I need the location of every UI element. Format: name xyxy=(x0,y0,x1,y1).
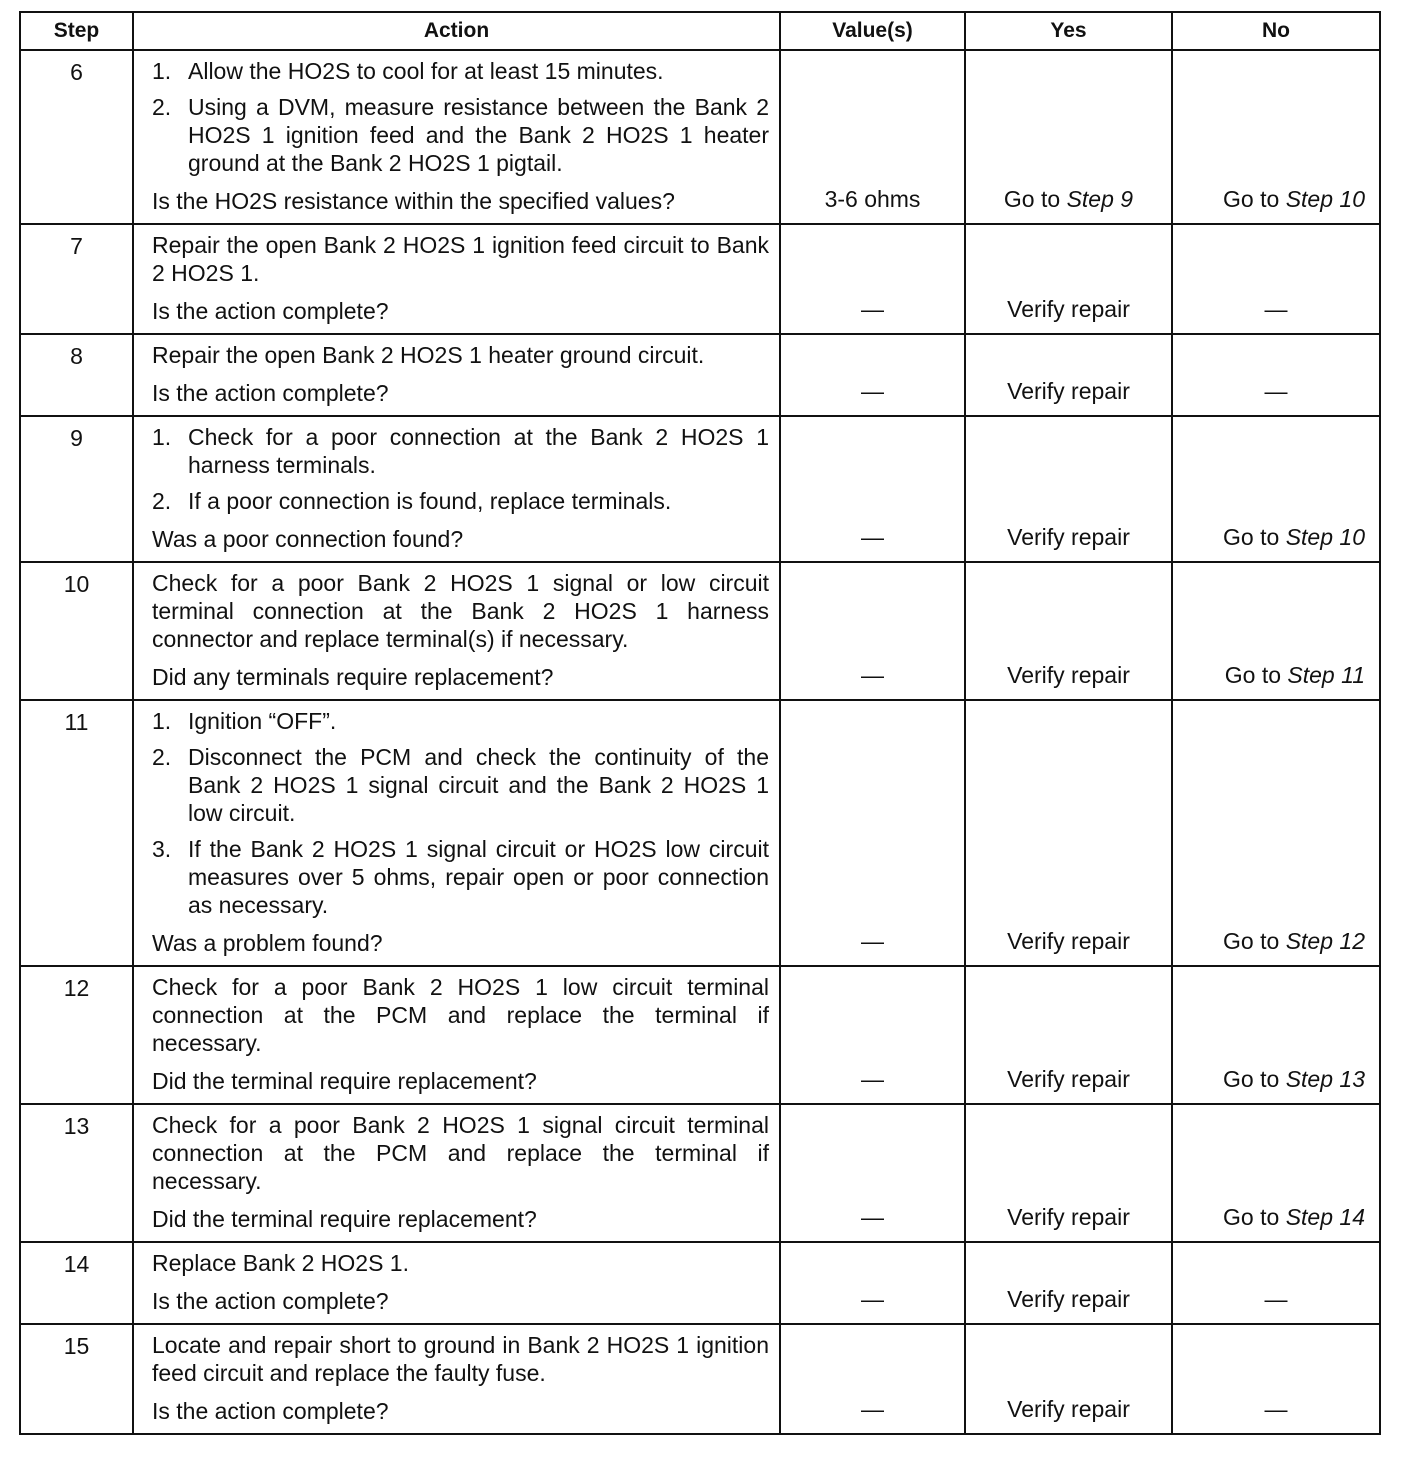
action-cell xyxy=(133,334,780,416)
header-no: No xyxy=(1172,12,1380,50)
no-cell xyxy=(1172,562,1380,700)
action-step-item xyxy=(152,707,769,735)
action-steps-list xyxy=(152,423,769,515)
table-body xyxy=(20,50,1380,1434)
action-step-item xyxy=(152,93,769,177)
no-step-ref: Step 10 xyxy=(1285,186,1365,212)
yes-text: Verify repair xyxy=(1007,662,1130,688)
step-number: 9 xyxy=(20,416,133,562)
no-text: — xyxy=(1264,378,1288,404)
step-number: 14 xyxy=(20,1242,133,1324)
action-step-number: 2. xyxy=(152,94,172,120)
value-cell: 3-6 ohms xyxy=(780,50,965,224)
no-text: Go to xyxy=(1223,1066,1286,1092)
action-step-text: Ignition “OFF”. xyxy=(188,708,337,734)
action-step-text: Allow the HO2S to cool for at least 15 minutes. xyxy=(188,58,664,84)
action-step-text: If a poor connection is found, replace terminals. xyxy=(188,488,672,514)
no-cell xyxy=(1172,1242,1380,1324)
value-cell: — xyxy=(780,966,965,1104)
yes-step-ref: Step 9 xyxy=(1066,186,1134,212)
action-step-item xyxy=(152,57,769,85)
yes-cell xyxy=(965,50,1172,224)
action-cell xyxy=(133,1324,780,1434)
action-cell xyxy=(133,1242,780,1324)
action-question: Did any terminals require replacement? xyxy=(152,664,554,690)
action-steps-list xyxy=(152,707,769,919)
no-cell xyxy=(1172,966,1380,1104)
yes-cell xyxy=(965,966,1172,1104)
yes-text: Go to xyxy=(1003,186,1067,212)
table-row xyxy=(20,562,1380,700)
action-cell xyxy=(133,966,780,1104)
yes-cell xyxy=(965,700,1172,966)
yes-text: Verify repair xyxy=(1007,1396,1130,1422)
action-step-text: If the Bank 2 HO2S 1 signal circuit or HO2S low circuit measures over 5 ohms, repair open or poor connection as necessary. xyxy=(188,836,769,918)
action-cell xyxy=(133,700,780,966)
no-text: Go to xyxy=(1224,662,1288,688)
no-cell xyxy=(1172,700,1380,966)
action-cell xyxy=(133,50,780,224)
value-cell: — xyxy=(780,334,965,416)
action-step-number: 3. xyxy=(152,836,172,862)
yes-text: Verify repair xyxy=(1007,296,1130,322)
action-step-number: 2. xyxy=(152,744,172,770)
yes-text: Verify repair xyxy=(1007,1066,1130,1092)
table-row xyxy=(20,1324,1380,1434)
table-row xyxy=(20,1104,1380,1242)
action-question: Is the action complete? xyxy=(152,380,389,406)
table-row xyxy=(20,50,1380,224)
header-step: Step xyxy=(20,12,133,50)
action-step-text: Check for a poor connection at the Bank 2 HO2S 1 harness terminals. xyxy=(188,424,769,478)
diagnostic-table xyxy=(19,11,1381,1435)
no-text: Go to xyxy=(1223,186,1286,212)
yes-cell xyxy=(965,416,1172,562)
action-text: Replace Bank 2 HO2S 1. xyxy=(152,1250,409,1276)
step-number: 7 xyxy=(20,224,133,334)
no-text: — xyxy=(1264,1396,1288,1422)
value-cell: — xyxy=(780,224,965,334)
yes-text: Verify repair xyxy=(1007,524,1130,550)
no-step-ref: Step 10 xyxy=(1285,524,1365,550)
yes-cell xyxy=(965,1242,1172,1324)
action-step-item xyxy=(152,743,769,827)
action-question: Is the action complete? xyxy=(152,298,389,324)
no-text: Go to xyxy=(1223,1204,1286,1230)
step-number: 15 xyxy=(20,1324,133,1434)
no-cell xyxy=(1172,1104,1380,1242)
header-yes: Yes xyxy=(965,12,1172,50)
value-cell: — xyxy=(780,562,965,700)
step-number: 13 xyxy=(20,1104,133,1242)
no-step-ref: Step 12 xyxy=(1285,928,1365,954)
no-cell xyxy=(1172,50,1380,224)
action-text: Repair the open Bank 2 HO2S 1 ignition feed circuit to Bank 2 HO2S 1. xyxy=(152,232,769,286)
action-question: Did the terminal require replacement? xyxy=(152,1206,537,1232)
no-cell xyxy=(1172,224,1380,334)
action-cell xyxy=(133,1104,780,1242)
yes-text: Verify repair xyxy=(1007,1286,1130,1312)
action-question: Was a problem found? xyxy=(152,930,383,956)
action-cell xyxy=(133,416,780,562)
action-text: Check for a poor Bank 2 HO2S 1 signal or low circuit terminal connection at the Bank 2 HO2S 1 harness connector and replace terminal(s) if necessary. xyxy=(152,570,769,652)
yes-text: Verify repair xyxy=(1007,928,1130,954)
action-question: Is the action complete? xyxy=(152,1398,389,1424)
table-row xyxy=(20,1242,1380,1324)
value-cell: — xyxy=(780,1104,965,1242)
header-action: Action xyxy=(133,12,780,50)
action-step-text: Using a DVM, measure resistance between the Bank 2 HO2S 1 ignition feed and the Bank 2 HO2S 1 heater ground at the Bank 2 HO2S 1 pigtail. xyxy=(188,94,769,176)
value-cell: — xyxy=(780,700,965,966)
step-number: 12 xyxy=(20,966,133,1104)
no-step-ref: Step 11 xyxy=(1287,662,1365,688)
no-text: Go to xyxy=(1223,524,1286,550)
action-step-item xyxy=(152,423,769,479)
action-steps-list xyxy=(152,57,769,177)
no-cell xyxy=(1172,1324,1380,1434)
step-number: 6 xyxy=(20,50,133,224)
yes-cell xyxy=(965,1324,1172,1434)
no-cell xyxy=(1172,334,1380,416)
yes-text: Verify repair xyxy=(1007,378,1130,404)
action-step-number: 1. xyxy=(152,424,172,450)
no-text: Go to xyxy=(1223,928,1286,954)
header-row xyxy=(20,12,1380,50)
yes-cell xyxy=(965,562,1172,700)
action-text: Locate and repair short to ground in Bank 2 HO2S 1 ignition feed circuit and replace the faulty fuse. xyxy=(152,1332,769,1386)
value-cell: — xyxy=(780,1242,965,1324)
yes-cell xyxy=(965,334,1172,416)
no-text: — xyxy=(1264,296,1288,322)
action-step-item xyxy=(152,835,769,919)
yes-cell xyxy=(965,1104,1172,1242)
table-row xyxy=(20,334,1380,416)
action-text: Check for a poor Bank 2 HO2S 1 signal circuit terminal connection at the PCM and replace the terminal if necessary. xyxy=(152,1112,769,1194)
no-cell xyxy=(1172,416,1380,562)
yes-text: Verify repair xyxy=(1007,1204,1130,1230)
action-question: Is the action complete? xyxy=(152,1288,389,1314)
table-row xyxy=(20,700,1380,966)
action-question: Did the terminal require replacement? xyxy=(152,1068,537,1094)
yes-cell xyxy=(965,224,1172,334)
no-text: — xyxy=(1264,1286,1288,1312)
no-step-ref: Step 13 xyxy=(1285,1066,1365,1092)
value-cell: — xyxy=(780,1324,965,1434)
step-number: 11 xyxy=(20,700,133,966)
action-cell xyxy=(133,224,780,334)
step-number: 10 xyxy=(20,562,133,700)
action-step-text: Disconnect the PCM and check the continuity of the Bank 2 HO2S 1 signal circuit and the Bank 2 HO2S 1 low circuit. xyxy=(188,744,769,826)
action-step-number: 2. xyxy=(152,488,172,514)
action-cell xyxy=(133,562,780,700)
action-text: Repair the open Bank 2 HO2S 1 heater ground circuit. xyxy=(152,342,705,368)
table-row xyxy=(20,966,1380,1104)
table-row xyxy=(20,224,1380,334)
action-question: Was a poor connection found? xyxy=(152,526,464,552)
table-row xyxy=(20,416,1380,562)
action-step-item xyxy=(152,487,769,515)
action-step-number: 1. xyxy=(152,708,172,734)
value-cell: — xyxy=(780,416,965,562)
step-number: 8 xyxy=(20,334,133,416)
action-question: Is the HO2S resistance within the specified values? xyxy=(152,188,675,214)
action-text: Check for a poor Bank 2 HO2S 1 low circuit terminal connection at the PCM and replace the terminal if necessary. xyxy=(152,974,769,1056)
header-values: Value(s) xyxy=(780,12,965,50)
action-step-number: 1. xyxy=(152,58,172,84)
no-step-ref: Step 14 xyxy=(1285,1204,1365,1230)
